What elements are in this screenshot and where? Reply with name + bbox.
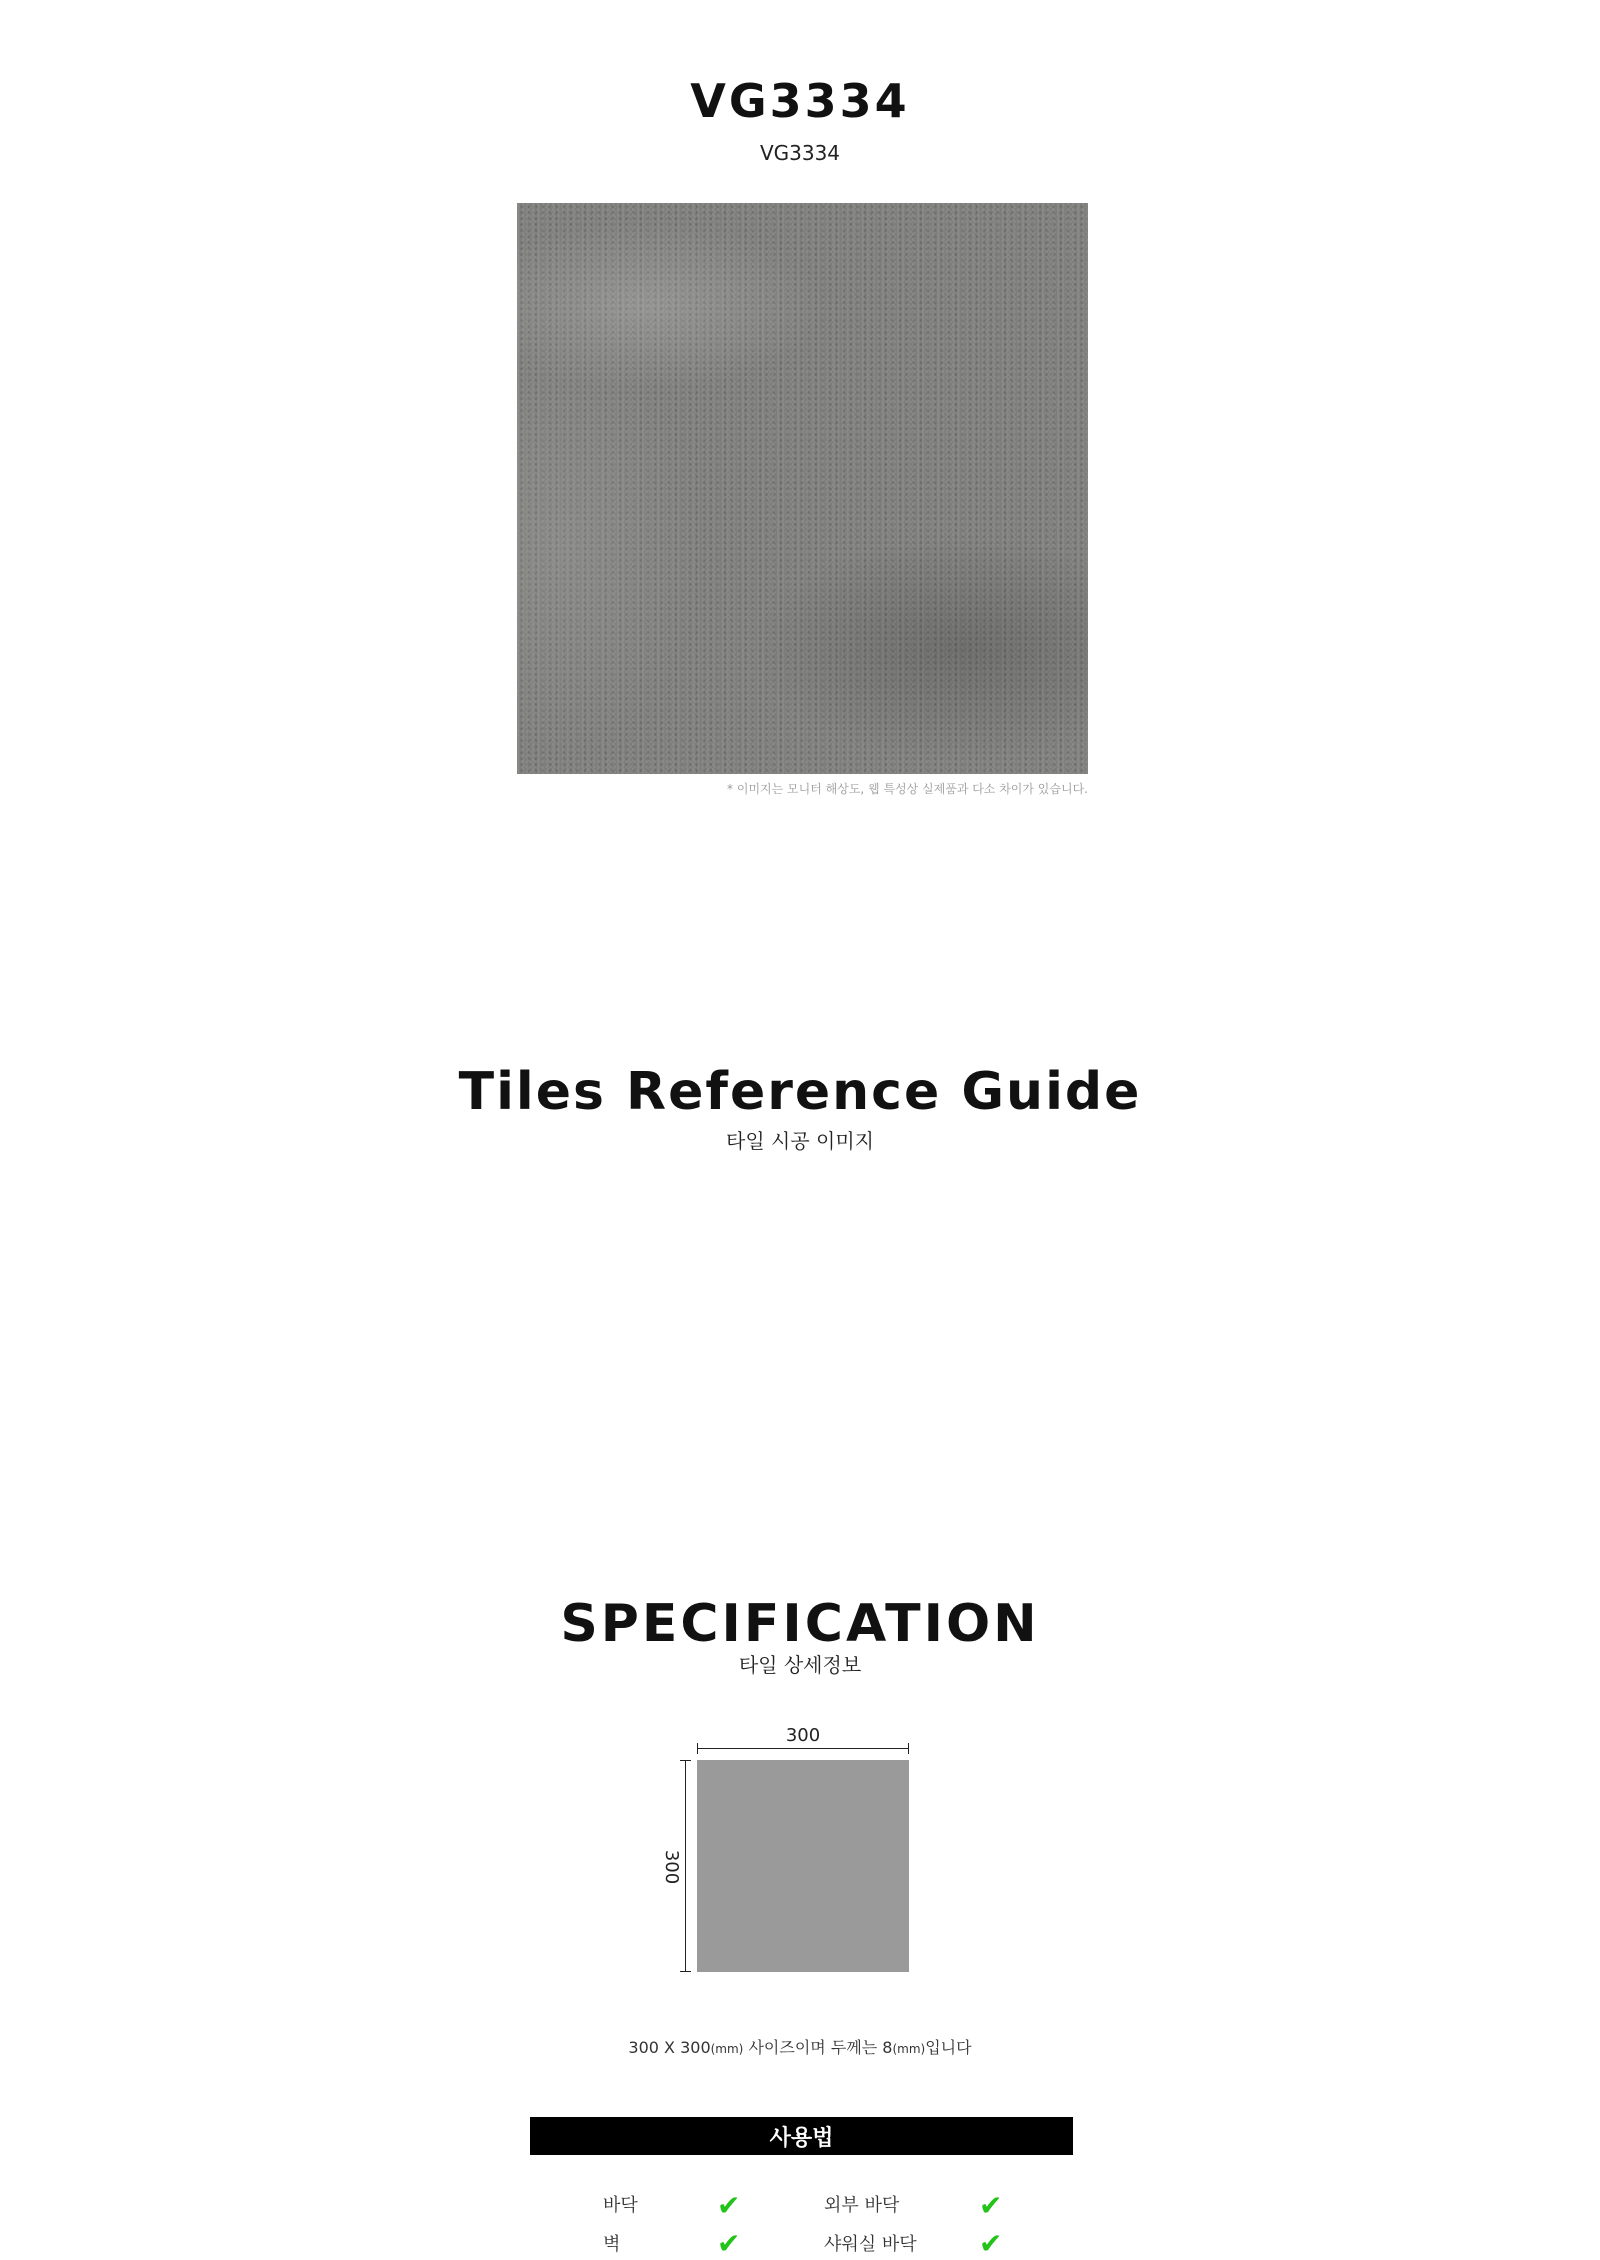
size-note xyxy=(0,2040,1600,2056)
usage-item-shower-floor: 샤워실 바닥 xyxy=(824,2234,917,2255)
usage-item-exterior-floor: 외부 바닥 xyxy=(824,2195,900,2216)
check-icon: ✔ xyxy=(979,2227,1003,2260)
product-subcode: VG3334 xyxy=(759,141,841,165)
reference-subtitle: 타일 시공 이미지 xyxy=(726,1129,874,1153)
width-dimension-line xyxy=(697,1748,909,1749)
reference-title: Tiles Reference Guide xyxy=(458,1062,1142,1122)
check-icon: ✔ xyxy=(717,2189,741,2222)
image-disclaimer: * 이미지는 모니터 해상도, 웹 특성상 실제품과 다소 차이가 있습니다. xyxy=(727,782,1088,796)
usage-header: 사용법 xyxy=(530,2117,1073,2155)
size-note-end: 입니다 xyxy=(925,2038,972,2057)
width-dimension-label: 300 xyxy=(785,1725,821,1746)
specification-title: SPECIFICATION xyxy=(560,1594,1040,1654)
size-note-dimensions: 300 X 300 xyxy=(628,2038,711,2057)
size-note-unit: (mm) xyxy=(892,2042,926,2056)
check-icon: ✔ xyxy=(979,2189,1003,2222)
size-note-unit: (mm) xyxy=(710,2042,744,2056)
usage-item-floor: 바닥 xyxy=(603,2195,638,2216)
size-note-thickness: 사이즈이며 두께는 8 xyxy=(743,2038,893,2057)
height-dimension-line xyxy=(685,1760,686,1972)
check-icon: ✔ xyxy=(717,2227,741,2260)
tile-photo xyxy=(517,203,1088,774)
specification-subtitle: 타일 상세정보 xyxy=(738,1653,862,1677)
product-code: VG3334 xyxy=(690,74,910,128)
usage-item-wall: 벽 xyxy=(603,2234,621,2255)
height-dimension-label: 300 xyxy=(661,1849,682,1885)
tile-size-diagram xyxy=(697,1760,909,1972)
